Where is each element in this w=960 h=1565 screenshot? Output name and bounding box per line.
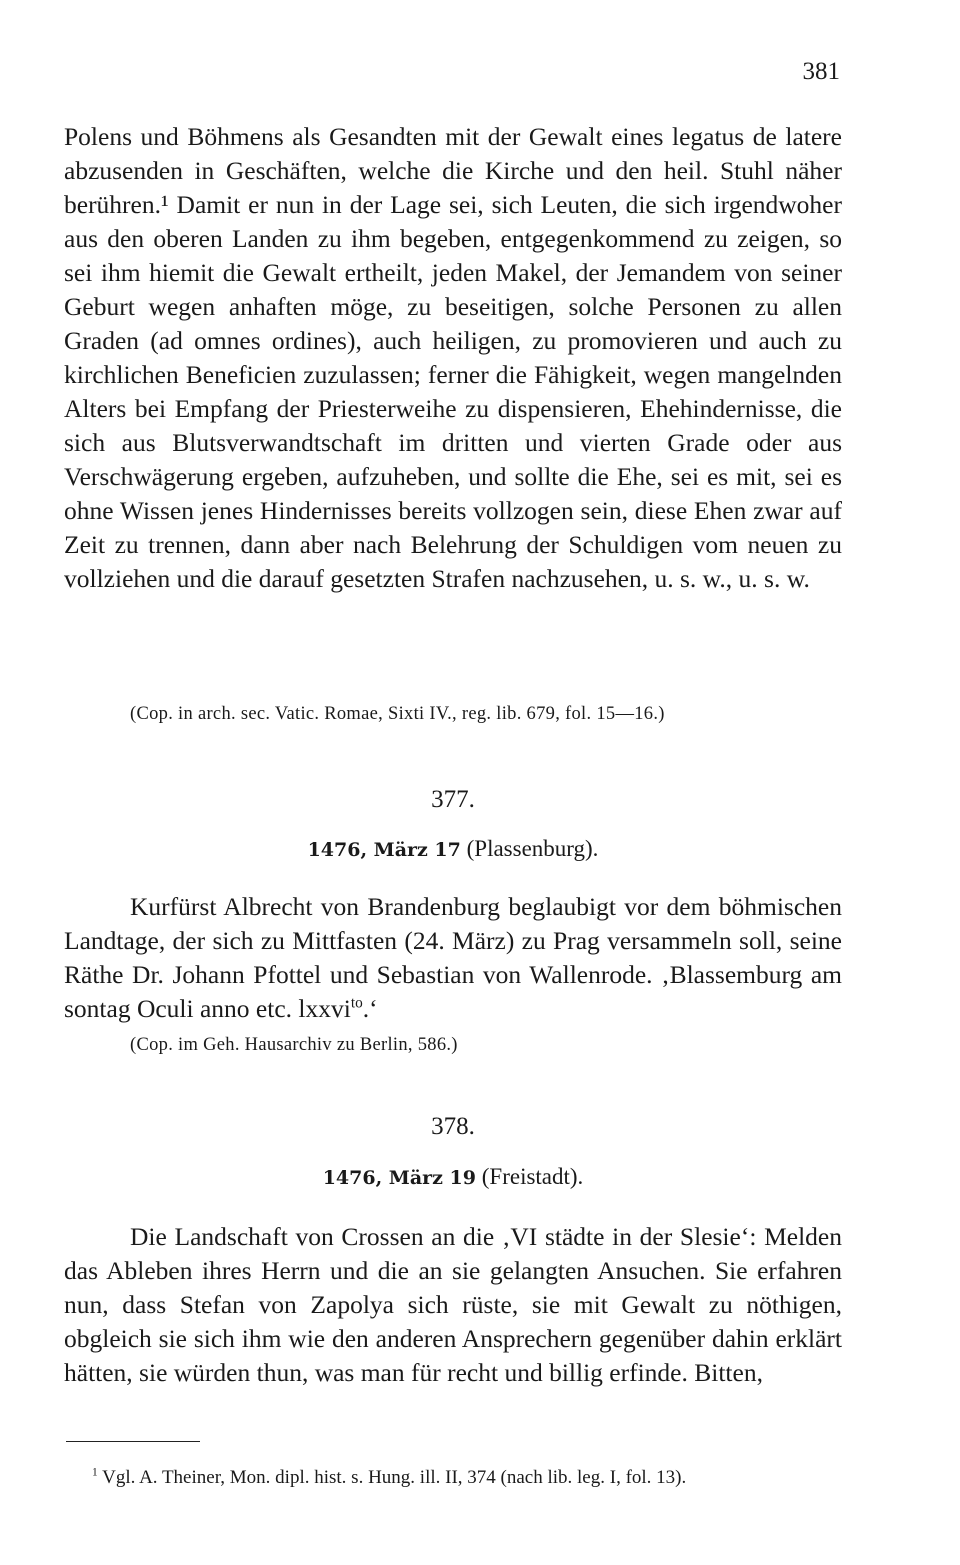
date-bold: 1476, März 17 (307, 839, 461, 861)
page-number: 381 (802, 58, 840, 85)
document-number: 377. (431, 786, 475, 813)
date-place: (Plassenburg). (466, 836, 599, 861)
source-citation: (Cop. im Geh. Hausarchiv zu Berlin, 586.) (130, 1035, 458, 1055)
summary-text: Kurfürst Albrecht von Brandenburg beglaubigt vor dem böhmischen Landtage, der sich zu Mittfasten (24. März) zu Prag versammeln soll, seine Räthe Dr. Johann Pfottel und Sebastian von Wallenrode. ‚Blassemburg am sontag Oculi anno etc. lxxvi (64, 892, 842, 1023)
document-number: 378. (431, 1113, 475, 1140)
summary-end: .‘ (362, 994, 378, 1023)
document-summary (64, 1220, 842, 1390)
document-date (0, 836, 906, 862)
document-date (0, 1164, 906, 1190)
document-summary (64, 890, 842, 1026)
paragraph-text: Polens und Böhmens als Gesandten mit der Gewalt eines legatus de latere abzusenden in Geschäften, welche die Kirche und den heil. Stuhl näher berühren.¹ Damit er nun in der Lage sei, sich Leuten, die sich irgendwoher aus den oberen Landen zu ihm begeben, entgegenkommend zu zeigen, so sei ihm hiemit die Gewalt ertheilt, jeden Makel, der Jemandem von seiner Geburt wegen anhaften möge, zu beseitigen, solche Personen zu allen Graden (ad omnes ordines), auch heiligen, zu promovieren und auch zu kirchlichen Beneficien zuzulassen; ferner die Fähigkeit, wegen mangelnden Alters bei Empfang der Priesterweihe zu dispensieren, Ehehindernisse, die sich aus Blutsverwandtschaft im dritten und vierten Grade oder aus Verschwägerung ergeben, aufzuheben, und sollte die Ehe, sei es mit, sei es ohne Wissen jenes Hindernisses bereits vollzogen sein, diese Ehen zwar auf Zeit zu trennen, dann aber nach Belehrung der Schuldigen vom neuen zu vollziehen und die darauf gesetzten Strafen nachzusehen, u. s. w., u. s. w. (64, 122, 842, 593)
continued-paragraph (64, 120, 842, 596)
footnote (92, 1467, 686, 1489)
date-bold: 1476, März 19 (322, 1167, 476, 1189)
footnote-divider (66, 1441, 200, 1442)
summary-text: Die Landschaft von Crossen an die ‚VI städte in der Slesie‘: Melden das Ableben ihres Herrn und die an sie gelangten Ansuchen. Sie erfahren nun, dass Stefan von Zapolya sich rüste, sie mit Gewalt zu nöthigen, obgleich sie sich ihm wie den anderen Ansprechern gegenüber dahin erklärt hätten, sie würden thun, was man für recht und billig erfinde. Bitten, (64, 1222, 842, 1387)
date-place: (Freistadt). (481, 1164, 584, 1189)
footnote-marker: 1 (92, 1466, 98, 1479)
summary-paragraph (64, 890, 842, 1026)
source-citation: (Cop. in arch. sec. Vatic. Romae, Sixti IV., reg. lib. 679, fol. 15—16.) (130, 704, 665, 724)
superscript: to (350, 994, 363, 1012)
footnote-text: Vgl. A. Theiner, Mon. dipl. hist. s. Hung. ill. II, 374 (nach lib. leg. I, fol. 13). (102, 1467, 687, 1488)
